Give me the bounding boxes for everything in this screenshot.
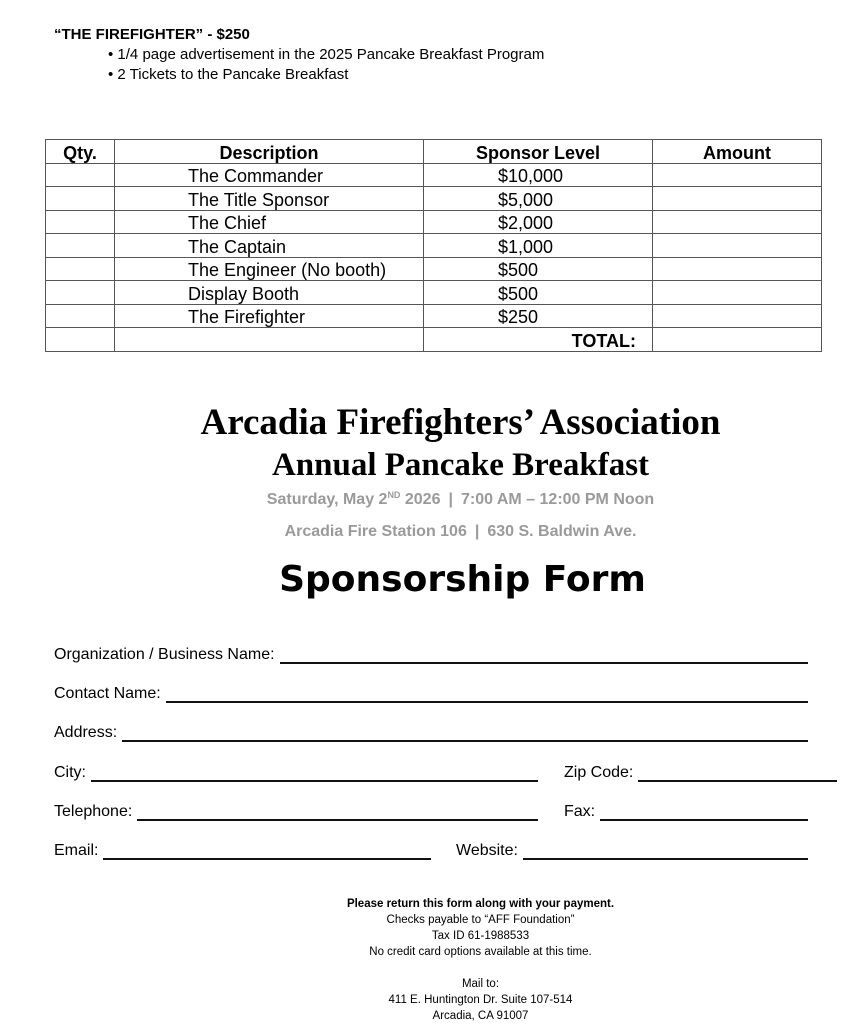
table-row bbox=[46, 187, 822, 211]
zip-field bbox=[564, 764, 808, 782]
event-date-time bbox=[0, 490, 851, 509]
total-label: TOTAL: bbox=[424, 328, 653, 352]
fax-input[interactable] bbox=[600, 803, 808, 821]
table-header-row bbox=[46, 140, 822, 164]
description-cell: The Chief bbox=[115, 210, 424, 234]
qty-cell[interactable] bbox=[46, 163, 115, 187]
sponsor-level-cell: $500 bbox=[424, 281, 653, 305]
email-label: Email: bbox=[54, 842, 99, 859]
fax-field bbox=[564, 803, 808, 821]
event-venue: Arcadia Fire Station 106 bbox=[284, 523, 467, 540]
header-amount: Amount bbox=[653, 140, 822, 164]
contact-name-field bbox=[54, 685, 808, 703]
mail-city: Arcadia, CA 91007 bbox=[432, 1010, 529, 1022]
mail-street: 411 E. Huntington Dr. Suite 107-514 bbox=[388, 994, 573, 1006]
table-row bbox=[46, 257, 822, 281]
sponsor-level-cell: $10,000 bbox=[424, 163, 653, 187]
tier-benefit-item: • 1/4 page advertisement in the 2025 Pancake Breakfast Program bbox=[108, 45, 544, 65]
amount-cell[interactable] bbox=[653, 210, 822, 234]
amount-cell[interactable] bbox=[653, 281, 822, 305]
telephone-label: Telephone: bbox=[54, 803, 133, 820]
event-location bbox=[0, 523, 851, 541]
contact-name-input[interactable] bbox=[166, 685, 808, 703]
description-cell: The Firefighter bbox=[115, 304, 424, 328]
table-row bbox=[46, 304, 822, 328]
amount-cell[interactable] bbox=[653, 257, 822, 281]
address-input[interactable] bbox=[122, 724, 808, 742]
event-title: Annual Pancake Breakfast bbox=[271, 447, 650, 483]
description-cell: The Engineer (No booth) bbox=[115, 257, 424, 281]
amount-cell[interactable] bbox=[653, 304, 822, 328]
spacer bbox=[0, 960, 851, 976]
header-qty: Qty. bbox=[46, 140, 115, 164]
amount-cell[interactable] bbox=[653, 187, 822, 211]
telephone-field bbox=[54, 803, 538, 821]
separator: | bbox=[474, 523, 480, 540]
zip-label: Zip Code: bbox=[564, 764, 634, 781]
date-ordinal-suffix: ND bbox=[387, 490, 401, 500]
form-title: Sponsorship Form bbox=[279, 559, 646, 600]
email-input[interactable] bbox=[103, 842, 431, 860]
no-credit-card-note: No credit card options available at this time. bbox=[369, 946, 592, 958]
tier-benefits-list bbox=[108, 45, 544, 84]
total-amount-cell[interactable] bbox=[653, 328, 822, 352]
sponsor-level-cell: $2,000 bbox=[424, 210, 653, 234]
sponsor-level-cell: $1,000 bbox=[424, 234, 653, 258]
website-input[interactable] bbox=[523, 842, 808, 860]
phone-fax-row bbox=[54, 799, 808, 821]
description-cell: Display Booth bbox=[115, 281, 424, 305]
sponsor-level-cell: $500 bbox=[424, 257, 653, 281]
qty-cell[interactable] bbox=[46, 234, 115, 258]
table-row bbox=[46, 210, 822, 234]
qty-cell[interactable] bbox=[46, 304, 115, 328]
address-row bbox=[54, 720, 808, 742]
checks-payable: Checks payable to “AFF Foundation” bbox=[386, 914, 575, 926]
payment-instructions bbox=[0, 896, 851, 1024]
qty-cell[interactable] bbox=[46, 210, 115, 234]
email-field bbox=[54, 842, 431, 860]
qty-cell[interactable] bbox=[46, 187, 115, 211]
header-sponsor-level: Sponsor Level bbox=[424, 140, 653, 164]
address-field bbox=[54, 724, 808, 742]
header-description: Description bbox=[115, 140, 424, 164]
sponsor-level-cell: $5,000 bbox=[424, 187, 653, 211]
table-total-row bbox=[46, 328, 822, 352]
address-label: Address: bbox=[54, 724, 118, 741]
qty-cell[interactable] bbox=[46, 257, 115, 281]
city-zip-row bbox=[54, 760, 808, 782]
email-website-row bbox=[54, 838, 808, 860]
description-cell: The Title Sponsor bbox=[115, 187, 424, 211]
description-cell: The Commander bbox=[115, 163, 424, 187]
return-note: Please return this form along with your payment. bbox=[346, 898, 615, 910]
event-date: Saturday, May 2 bbox=[266, 491, 388, 508]
amount-cell[interactable] bbox=[653, 234, 822, 258]
table-row bbox=[46, 281, 822, 305]
total-qty-cell bbox=[46, 328, 115, 352]
event-year: 2026 bbox=[400, 491, 441, 508]
tier-benefit-item: • 2 Tickets to the Pancake Breakfast bbox=[108, 65, 544, 85]
description-cell: The Captain bbox=[115, 234, 424, 258]
table-row bbox=[46, 163, 822, 187]
event-address: 630 S. Baldwin Ave. bbox=[487, 523, 637, 540]
org-name-field bbox=[54, 646, 808, 664]
org-name-row bbox=[54, 642, 808, 664]
city-label: City: bbox=[54, 764, 86, 781]
amount-cell[interactable] bbox=[653, 163, 822, 187]
contact-name-label: Contact Name: bbox=[54, 685, 161, 702]
telephone-input[interactable] bbox=[137, 803, 538, 821]
city-input[interactable] bbox=[91, 764, 538, 782]
org-name-label: Organization / Business Name: bbox=[54, 646, 275, 663]
separator: | bbox=[448, 491, 453, 508]
tax-id: Tax ID 61-1988533 bbox=[431, 930, 530, 942]
sponsor-level-table bbox=[45, 139, 822, 352]
table-row bbox=[46, 234, 822, 258]
organization-title: Arcadia Firefighters’ Association bbox=[200, 402, 721, 443]
tier-title: “THE FIREFIGHTER” - $250 bbox=[54, 26, 250, 43]
qty-cell[interactable] bbox=[46, 281, 115, 305]
total-description-cell bbox=[115, 328, 424, 352]
website-label: Website: bbox=[456, 842, 518, 859]
event-time: 7:00 AM – 12:00 PM Noon bbox=[460, 491, 655, 508]
contact-name-row bbox=[54, 681, 808, 703]
zip-input[interactable] bbox=[638, 764, 837, 782]
sponsor-level-cell: $250 bbox=[424, 304, 653, 328]
website-field bbox=[456, 842, 808, 860]
mail-to-label: Mail to: bbox=[461, 978, 500, 990]
fax-label: Fax: bbox=[564, 803, 596, 820]
city-field bbox=[54, 764, 538, 782]
org-name-input[interactable] bbox=[280, 646, 808, 664]
